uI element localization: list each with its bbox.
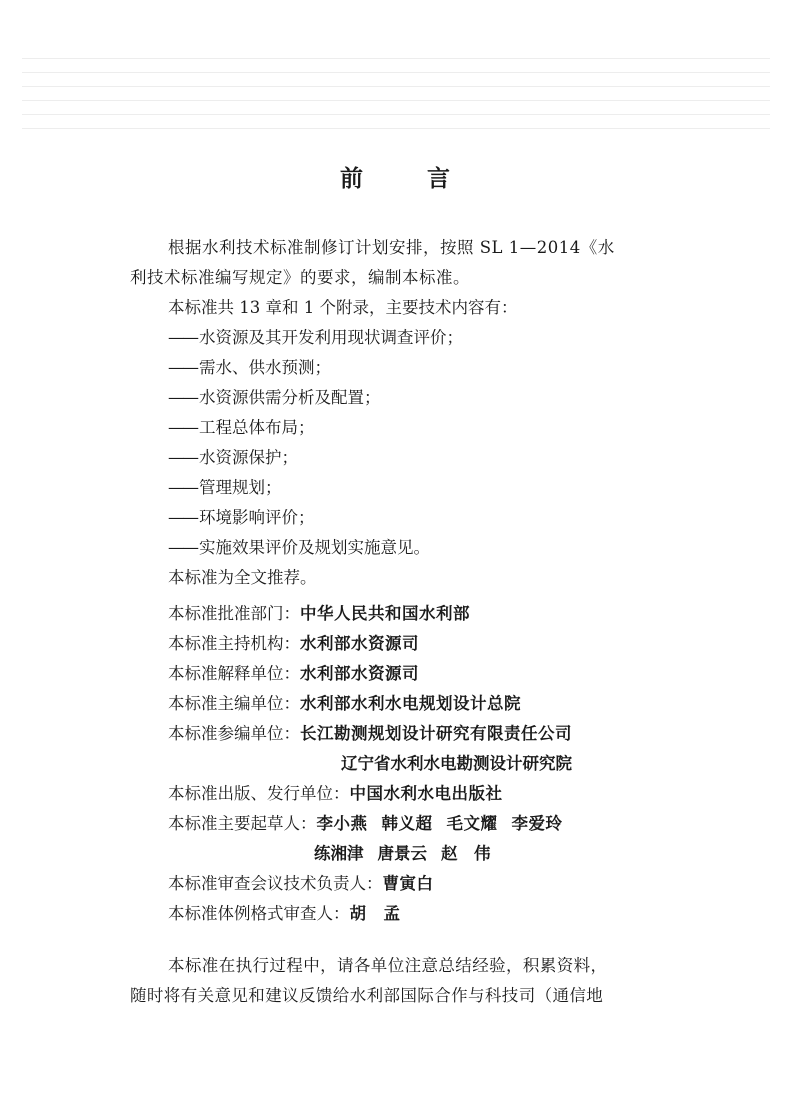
reviewer-row: 本标准审查会议技术负责人： 曹寅白	[130, 869, 690, 899]
publisher-value: 中国水利水电出版社	[349, 784, 503, 803]
closing-paragraph	[130, 951, 690, 1011]
content-item: —— 实施效果评价及规划实施意见。	[168, 538, 430, 557]
participating-value-2: 辽宁省水利水电勘测设计研究院	[341, 754, 572, 773]
recommendation-line: 本标准为全文推荐。	[168, 568, 317, 587]
drafters-list-1: 李小燕 韩义超 毛文耀 李爱玲	[316, 814, 563, 833]
participating-value-1: 长江勘测规划设计研究有限责任公司	[300, 724, 572, 743]
drafters-list-2: 练湘津 唐景云 赵 伟	[314, 844, 491, 863]
title-char-2: 言	[427, 166, 452, 192]
title-char-1: 前	[340, 166, 365, 192]
drafters-row: 本标准主要起草人： 李小燕 韩义超 毛文耀 李爱玲	[130, 809, 690, 839]
content-item: —— 水资源及其开发利用现状调查评价；	[168, 328, 463, 347]
closing-line-1: 本标准在执行过程中，请各单位注意总结经验，积累资料，	[168, 956, 608, 975]
chief-row: 本标准主编单位： 水利部水利水电规划设计总院	[130, 689, 690, 719]
closing-line-2: 随时将有关意见和建议反馈给水利部国际合作与科技司（通信地	[130, 986, 604, 1005]
content-item: —— 水资源供需分析及配置；	[168, 388, 381, 407]
host-value: 水利部水资源司	[300, 634, 419, 653]
content-item: —— 管理规划；	[168, 478, 282, 497]
participating-row: 本标准参编单位： 长江勘测规划设计研究有限责任公司	[130, 719, 690, 749]
preface-body	[130, 233, 690, 1011]
content-item: —— 水资源保护；	[168, 448, 298, 467]
host-row: 本标准主持机构： 水利部水资源司	[130, 629, 690, 659]
content-item: —— 环境影响评价；	[168, 508, 315, 527]
page-title	[0, 160, 792, 193]
standard-info	[130, 599, 690, 929]
format-reviewer-value: 胡 孟	[349, 904, 401, 923]
intro-line-1: 根据水利技术标准制修订计划安排，按照 SL 1—2014《水	[168, 238, 615, 257]
content-item: —— 需水、供水预测；	[168, 358, 331, 377]
approver-value: 中华人民共和国水利部	[300, 604, 470, 623]
interpreter-row: 本标准解释单位： 水利部水资源司	[130, 659, 690, 689]
intro-line-2: 利技术标准编写规定》的要求，编制本标准。	[130, 268, 470, 287]
scan-artifact	[22, 58, 770, 142]
publisher-row: 本标准出版、发行单位： 中国水利水电出版社	[130, 779, 690, 809]
format-reviewer-row: 本标准体例格式审查人： 胡 孟	[130, 899, 690, 929]
approver-row: 本标准批准部门： 中华人民共和国水利部	[130, 599, 690, 629]
interpreter-value: 水利部水资源司	[300, 664, 419, 683]
content-item: —— 工程总体布局；	[168, 418, 315, 437]
summary-line: 本标准共 13 章和 1 个附录，主要技术内容有：	[168, 298, 518, 317]
reviewer-value: 曹寅白	[382, 874, 434, 893]
chief-value: 水利部水利水电规划设计总院	[300, 694, 521, 713]
